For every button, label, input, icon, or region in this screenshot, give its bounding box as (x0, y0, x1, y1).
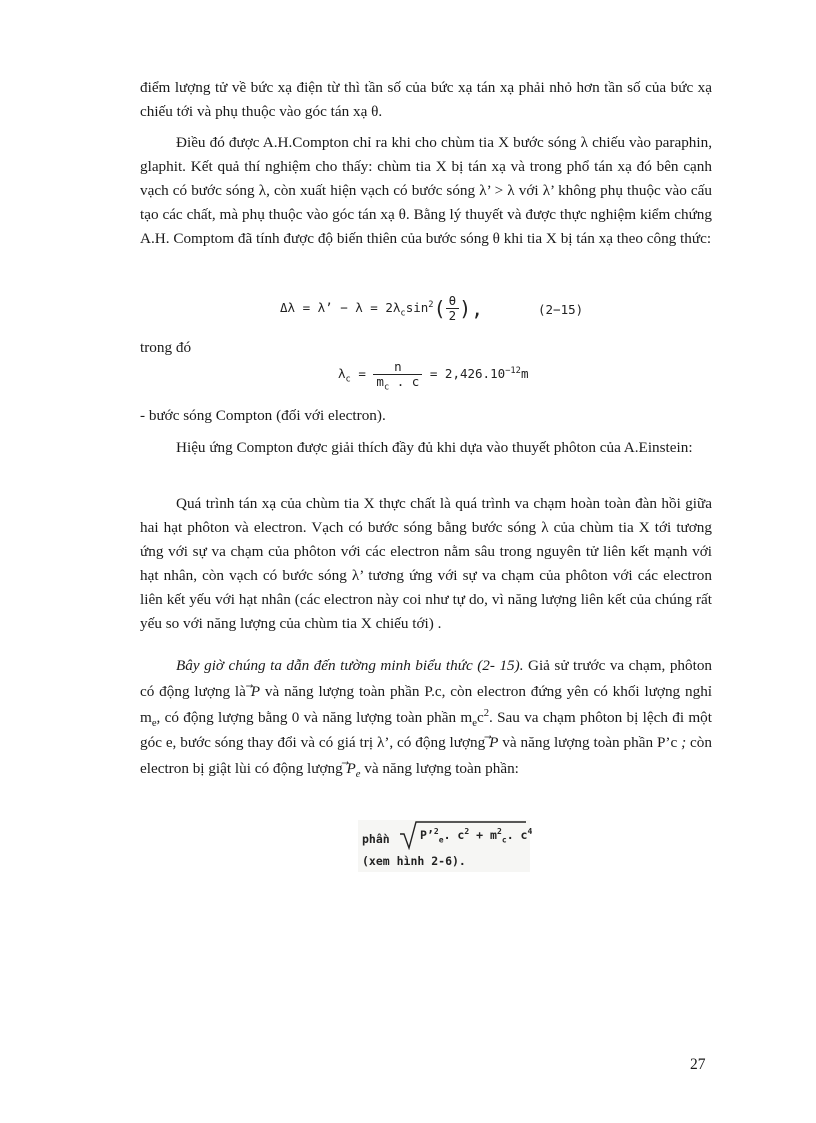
equation-compton-value: 2,426.10 (444, 366, 506, 381)
equation-total-energy (358, 820, 533, 872)
equation-2-15-numerator: θ (446, 294, 460, 309)
paragraph-einstein (140, 436, 712, 460)
equation-te-term1-csup: 2 (464, 827, 470, 837)
derivation-c: c (476, 708, 484, 726)
derivation-text-d: . Sau va chạm phôton bị lệch đi một góc e, bước sóng thay đổi và có giá trị λ’, có động lượng (140, 708, 712, 752)
equation-2-15-paren-open: ( (433, 296, 446, 321)
momentum-vector-pe (346, 760, 361, 781)
paragraph-compton-experiment-text: Điều đó được A.H.Compton chỉ ra khi cho chùm tia X bước sóng λ chiếu vào paraphin, glaphit. Kết quả thí nghiệm cho thấy: chùm tia X bị tán xạ và trong phổ tán xạ đó bên cạnh vạch có bước sóng λ, còn xuất hiện vạch có bước sóng λ’ > λ với λ’ không phụ thuộc vào cấu tạo các chất, mà phụ thuộc vào góc tán xạ θ. Bằng lý thuyết và được thực nghiệm kiểm chứng A.H. Comptom đã tính được độ biến thiên của bước sóng θ khi tia X bị tán xạ theo công thức: (140, 134, 712, 247)
equation-2-15-fraction (446, 294, 460, 323)
derivation-text-a: Giả sử trước va chạm, phôton có động lượng là (140, 657, 713, 700)
page-number: 27 (690, 1056, 706, 1073)
momentum-vector-p (251, 683, 260, 700)
momentum-p-prime-letter: P (489, 734, 499, 752)
derivation-text-h: và năng lượng toàn phần: (360, 760, 519, 778)
paragraph-einstein-text: Hiệu ứng Compton được giải thích đầy đủ khi dựa vào thuyết phôton của A.Einstein: (176, 439, 693, 456)
equation-compton-denominator (373, 374, 422, 393)
momentum-pe-letter: P (346, 760, 356, 778)
equation-compton-den-m: m (376, 374, 384, 389)
paragraph-scattering-process (140, 492, 712, 636)
equation-2-15-denominator: 2 (448, 308, 457, 323)
text-trong-do-label: trong đó (140, 339, 192, 356)
equation-te-term2-sup: 2 (496, 827, 502, 837)
derivation-text-c: , có động lượng bằng 0 và năng lượng toàn phần m (156, 708, 473, 726)
equation-2-15-lhs: Δλ = λ’ − λ = 2λ (280, 300, 401, 315)
equation-total-energy-body (420, 827, 533, 845)
equation-compton-lhs-sub: c (345, 374, 351, 385)
derivation-text-e: và năng lượng toàn phần P’c (498, 734, 682, 752)
equation-2-15-sup: 2 (428, 299, 434, 310)
derivation-text-f: ; (681, 734, 691, 752)
derivation-sub-e: e (151, 717, 157, 729)
equation-te-plus: + (476, 828, 484, 842)
text-trong-do (140, 336, 712, 360)
equation-te-term1-sub: e (438, 835, 444, 845)
derivation-sup-2: 2 (483, 707, 489, 719)
equation-compton-unit: m (520, 366, 529, 381)
text-compton-definition-text: - bước sóng Compton (đối với electron). (140, 407, 386, 424)
derivation-text-g: còn electron bị giật lùi có động lượng (140, 734, 712, 778)
equation-te-term2-sub: c (501, 835, 507, 845)
equation-te-term2-rest: . c (506, 828, 528, 842)
equation-2-15-sin: sin (405, 300, 429, 315)
equation-compton-den-rest: . c (389, 374, 420, 389)
equation-compton-lhs: λ (338, 366, 346, 381)
momentum-pe-sub: e (355, 769, 361, 781)
equation-2-15-sub: c (400, 308, 406, 319)
equation-2-15-paren-close: ), (459, 296, 484, 321)
momentum-vector-p-prime (489, 734, 498, 751)
equation-te-term2-csup: 4 (527, 827, 533, 837)
derivation-italic-lead: Bây giờ chúng ta dẫn đến tường minh biểu thức (2- 15). (176, 657, 524, 674)
equation-compton-fraction (373, 359, 422, 393)
paragraph-intro-text: điểm lượng tử về bức xạ điện từ thì tần số của bức xạ tán xạ phải nhỏ hơn tần số của bức xạ chiếu tới và phụ thuộc vào góc tán xạ θ. (140, 79, 712, 120)
equation-2-15-label: (2−15) (538, 302, 584, 317)
equation-te-term2: m (490, 828, 497, 842)
derivation-text-b: và năng lượng toàn phần P.c, còn electron đứng yên có khối lượng nghỉ m (140, 682, 713, 726)
equation-compton-wavelength (338, 359, 529, 393)
equation-te-term1: P’ (420, 828, 434, 842)
paragraph-scattering-process-text: Quá trình tán xạ của chùm tia X thực chất là quá trình va chạm hoàn toàn đàn hồi giữa hai hạt phôton và electron. Vạch có bước sóng bằng bước sóng λ của chùm tia X tới tương ứng với sự va chạm của phôton với các electron nằm sâu trong nguyên tử liên kết mạnh với hạt nhân, còn vạch có bước sóng λ’ tương ứng với sự va chạm của phôton với các electron liên kết yếu với hạt nhân (các electron này coi như tự do, vì năng lượng liên kết của chúng rất yếu so với năng lượng của chùm tia X chiếu tới) . (140, 495, 712, 632)
text-compton-definition (140, 404, 712, 428)
equation-te-term1-sup: 2 (433, 827, 439, 837)
equation-total-energy-note: (xem hình 2-6). (362, 854, 466, 868)
equation-total-energy-prefix: phần (362, 832, 390, 846)
equation-compton-equals-2: = (429, 366, 438, 381)
derivation-sub-e-2: e (472, 717, 477, 729)
equation-compton-numerator: n (373, 360, 422, 375)
equation-compton-exponent: −12 (505, 365, 521, 376)
paragraph-derivation (140, 653, 712, 782)
paragraph-intro (140, 76, 712, 124)
momentum-p-letter: P (250, 682, 261, 700)
equation-compton-den-sub: c (383, 382, 390, 393)
equation-compton-equals: = (358, 366, 366, 381)
paragraph-compton-experiment (140, 131, 712, 251)
equation-2-15 (280, 294, 483, 323)
equation-te-term1-rest: . c (443, 828, 465, 842)
